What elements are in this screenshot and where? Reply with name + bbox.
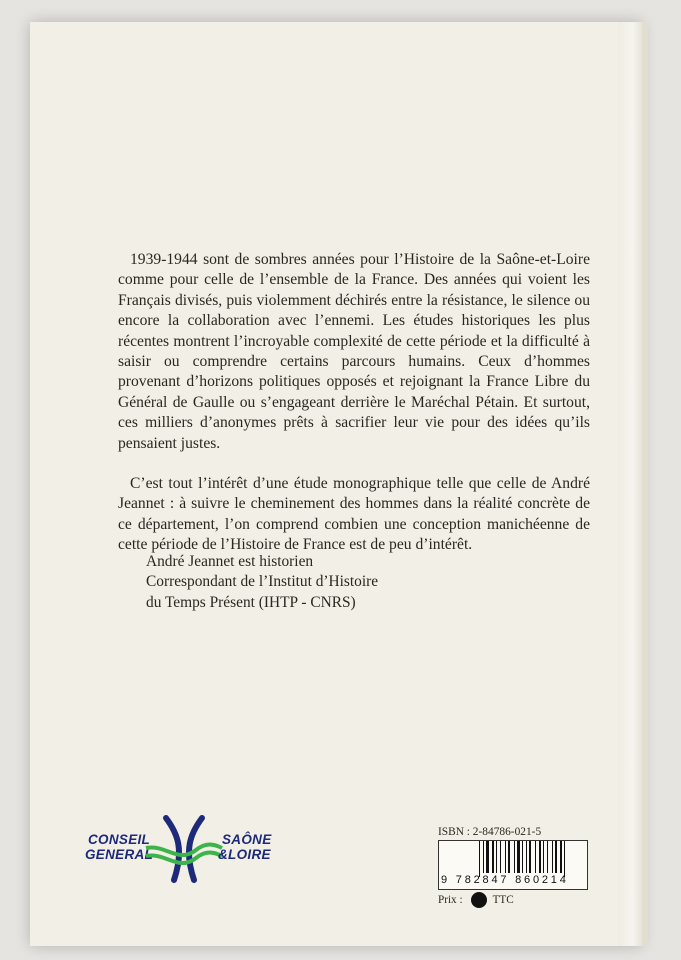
- barcode-bar: [517, 841, 520, 873]
- barcode: [438, 840, 588, 890]
- barcode-bar: [565, 841, 567, 877]
- price-suffix: TTC: [492, 894, 514, 906]
- barcode-bar: [532, 841, 535, 873]
- cover-edge: [618, 22, 642, 946]
- price-sticker-dot: [471, 892, 487, 908]
- publisher-logo: [60, 814, 280, 884]
- barcode-bar: [486, 841, 489, 873]
- barcode-bar: [502, 841, 505, 873]
- price-row: [438, 892, 514, 908]
- author-line-3: du Temps Présent (IHTP - CNRS): [146, 593, 356, 611]
- logo-word-conseil: CONSEIL: [88, 832, 151, 847]
- stylized-x-icon: [144, 814, 224, 884]
- logo-word-general: GENERAL: [85, 847, 154, 862]
- barcode-bars: [479, 841, 609, 877]
- author-line-1: André Jeannet est historien: [146, 553, 314, 570]
- author-note: [146, 552, 378, 613]
- barcode-digits: 9 782847 860214: [441, 874, 569, 886]
- blurb-text: [118, 250, 590, 556]
- author-line-2: Correspondant de l’Institut d’Histoire: [146, 573, 379, 591]
- logo-word-loire: &LOIRE: [218, 847, 271, 862]
- blurb-paragraph-1: 1939-1944 sont de sombres années pour l’Histoire de la Saône-et-Loire comme pour celle de l’ensemble de la France. Des années qui voient les Français divisés, puis violemment déchirés entre la résistance, le silence ou encore la collaboration avec l’ennemi. Les études historiques les plus récentes montrent l’incroyable complexité de cette période et la difficulté à saisir ou comprendre certains parcours humains. Ceux d’hommes provenant d’horizons politiques opposés et rejoignant la France Libre du Général de Gaulle ou s’engageant derrière le Maréchal Pétain. Et surtout, ces milliers d’anonymes prêts à sacrifier leur vie pour des idées qu’ils pensaient justes.: [118, 251, 590, 452]
- logo-word-saone: SAÔNE: [222, 832, 272, 847]
- isbn-label: ISBN : 2-84786-021-5: [438, 826, 542, 838]
- blurb-paragraph-2: C’est tout l’intérêt d’une étude monographique telle que celle de André Jeannet : à suivre le cheminement des hommes dans la réalité concrète de ce département, l’on comprend combien une conception manichéenne de cette période de l’Histoire de France est de peu d’intérêt.: [118, 475, 590, 554]
- price-label: Prix :: [438, 894, 463, 906]
- barcode-bar: [549, 841, 552, 873]
